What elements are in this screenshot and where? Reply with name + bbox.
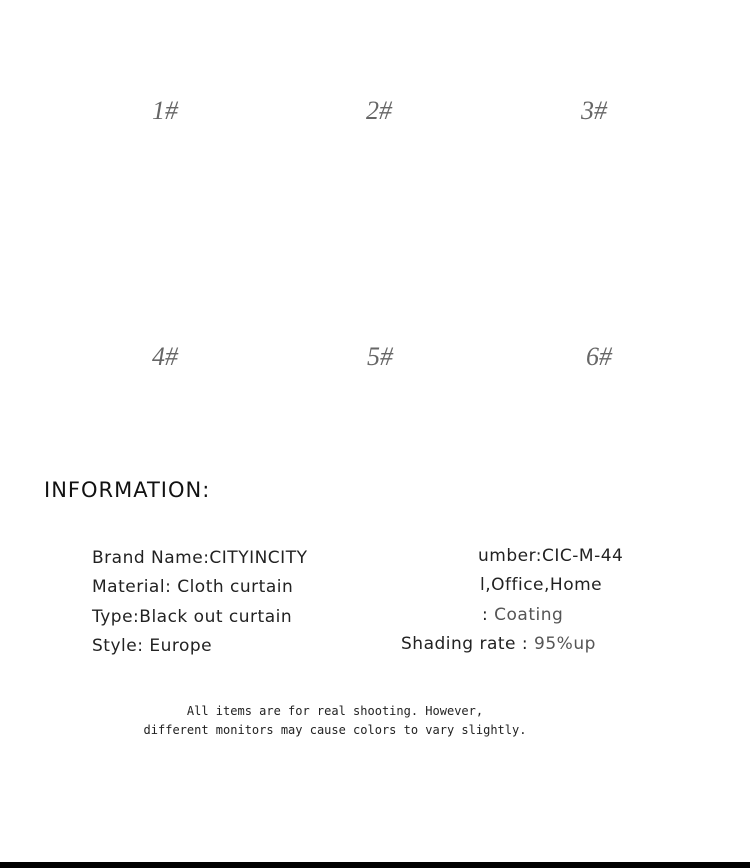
spec-shading-rate (401, 634, 596, 654)
swatch-label-3: 3# (581, 96, 607, 125)
spec-key: Material: (92, 577, 178, 597)
swatch-2 (317, 0, 441, 125)
swatch-label-1: 1# (152, 96, 178, 125)
spec-brand-name (92, 548, 307, 568)
spec-value: Cloth curtain (177, 577, 294, 597)
swatch-4 (103, 158, 227, 371)
spec-value: 95%up (534, 634, 596, 654)
swatch-label-6: 6# (586, 342, 612, 371)
fabric-swatch-5 (318, 158, 442, 328)
spec-value: Coating (494, 605, 564, 625)
spec-type (92, 607, 292, 627)
information-title: INFORMATION: (44, 478, 211, 502)
fabric-swatch-1 (103, 0, 227, 80)
spec-key: : (482, 605, 495, 625)
swatch-1 (103, 0, 227, 125)
fabric-swatch-4 (103, 158, 227, 328)
swatch-3 (532, 0, 656, 125)
spec-value: CIC-M-44 (542, 546, 624, 566)
fabric-swatch-6 (537, 158, 661, 328)
swatch-6 (537, 158, 661, 371)
spec-usage (480, 575, 602, 595)
disclaimer-line-2: different monitors may cause colors to vary slightly. (143, 723, 527, 737)
fabric-swatch-2 (317, 0, 441, 80)
spec-value: CITYINCITY (209, 548, 308, 568)
swatch-5 (318, 158, 442, 371)
spec-key: Brand Name: (92, 548, 210, 568)
spec-model-number (478, 546, 623, 566)
spec-key: l, (480, 575, 492, 595)
spec-style (92, 636, 212, 656)
swatch-label-4: 4# (152, 342, 178, 371)
spec-value: Black out curtain (139, 607, 293, 627)
spec-value: Europe (149, 636, 213, 656)
spec-key: Shading rate : (401, 634, 535, 654)
spec-key: umber: (478, 546, 543, 566)
right-spec-column (398, 540, 658, 660)
spec-material (92, 577, 293, 597)
spec-key: Style: (92, 636, 150, 656)
swatch-label-5: 5# (367, 342, 393, 371)
spec-key: Type: (92, 607, 140, 627)
disclaimer-line-1: All items are for real shooting. However, (186, 704, 484, 718)
bottom-divider-bar (0, 862, 750, 868)
color-disclaimer (100, 702, 570, 740)
swatch-label-2: 2# (366, 96, 392, 125)
fabric-swatch-3 (532, 0, 656, 80)
spec-value: Office,Home (491, 575, 603, 595)
spec-technics (482, 605, 563, 625)
